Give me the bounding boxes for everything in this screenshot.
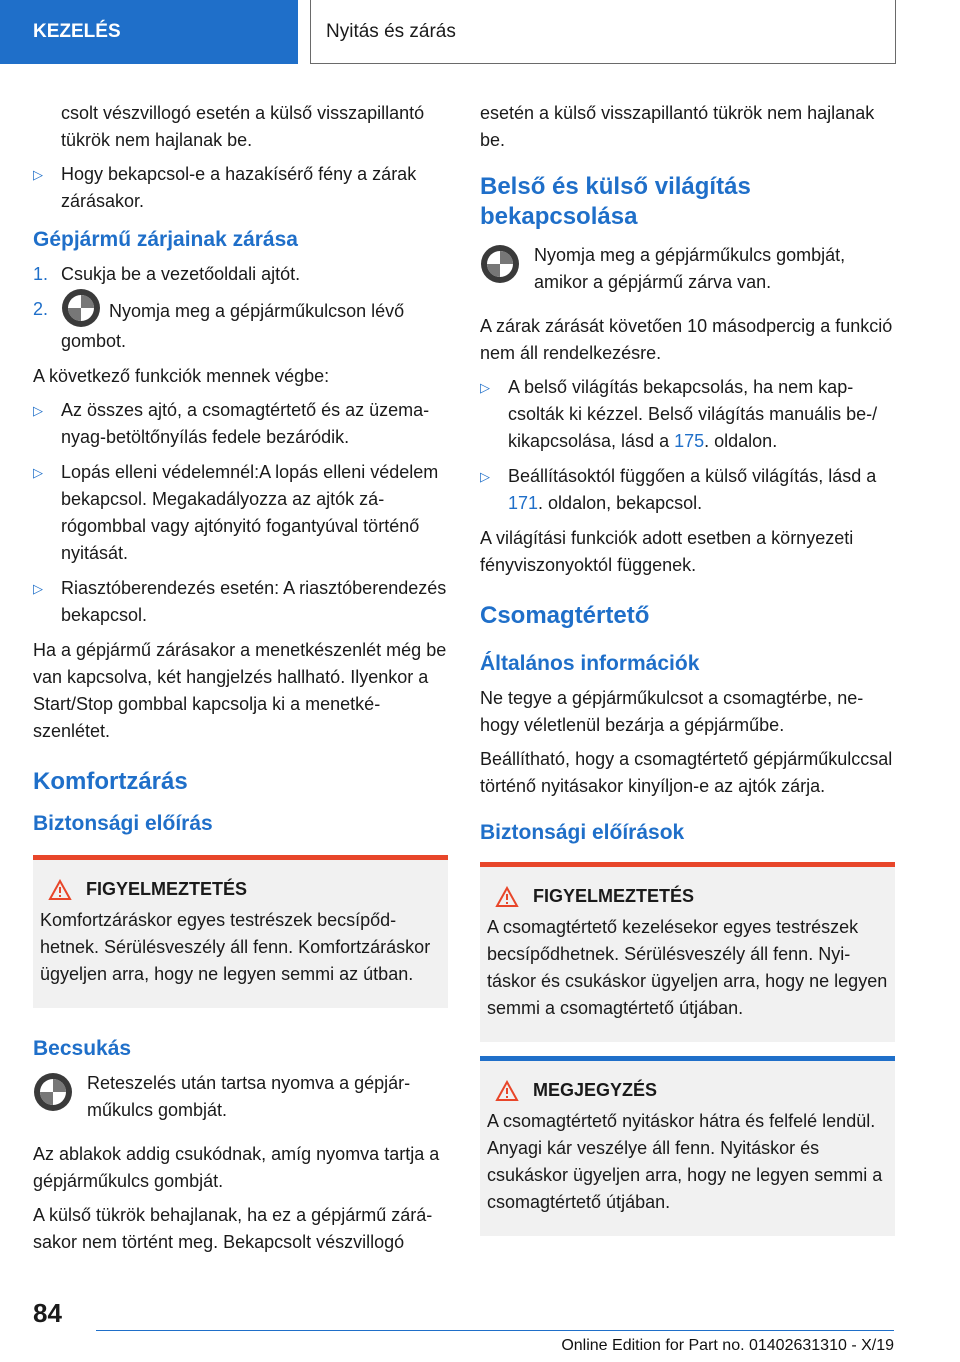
- list-item: ▷ Beállításoktól függően a külső világítás, lásd a 171. oldalon, bekapcsol.: [480, 463, 895, 517]
- mirrors-paragraph: A külső tükrök behajlanak, ha ez a gépjármű zárásakor nem történt meg. Bekapcsolt vészvillogó: [33, 1205, 433, 1252]
- left-column: [33, 100, 448, 1263]
- closing-instruction: Reteszelés után tartsa nyomva a gépjárműkulcs gombját.: [33, 1070, 448, 1131]
- warning-triangle-icon: [48, 879, 72, 901]
- warning-text: A csomagtértető kezelésekor egyes testrészek becsípődhetnek. Sérülésveszély áll fenn. Nyitáskor és csukáskor ügyeljen arra, hogy ne legyen semmi a csomagtértető útjában.: [487, 917, 888, 1018]
- list-item: ▷ Hogy bekapcsol-e a hazakísérő fény a zárak zárásakor.: [33, 161, 448, 215]
- environment-paragraph: A világítási funkciók adott esetben a környezeti fényviszonyoktól függenek.: [480, 528, 854, 575]
- heading-safety: Biztonsági előírások: [480, 821, 685, 844]
- list-item: ▷ Lopás elleni védelemnél:A lopás elleni védelem bekapcsol. Megakadályozza az ajtók zárógombbal vagy ajtónyitó fogantyúval történő nyitását.: [33, 459, 448, 567]
- bmw-key-logo-icon: [480, 244, 520, 284]
- note-text: A csomagtértető nyitáskor hátra és felfelé lendül. Anyagi kár veszélye áll fenn. Nyitáskor és csukáskor ügyeljen arra, hogy ne legyen semmi a csomagtértető útjában.: [487, 1111, 883, 1212]
- continued-paragraph: esetén a külső visszapillantó tükrök nem hajlanak be.: [480, 103, 875, 150]
- general-paragraph-1: Ne tegye a gépjárműkulcsot a csomagtérbe, nehogy véletlenül bezárja a gépjárműbe.: [480, 688, 864, 735]
- ready-paragraph: Ha a gépjármű zárásakor a menetkészenlét még be van kapcsolva, két hangjelzés hallható. Ilyenkor a Start/Stop gombbal kapcsolja ki a menetkészenlétet.: [33, 640, 447, 741]
- page-number: 84: [33, 1298, 62, 1328]
- warning-title: FIGYELMEZTETÉS: [533, 886, 695, 906]
- continued-paragraph: csolt vészvillogó esetén a külső visszapillantó tükrök nem hajlanak be.: [61, 103, 425, 150]
- triangle-right-icon: ▷: [33, 465, 43, 480]
- step-1: 1. Csukja be a vezetőoldali ajtót.: [33, 264, 301, 284]
- warning-title: FIGYELMEZTETÉS: [86, 879, 248, 899]
- list-item: ▷ Riasztóberendezés esetén: A riasztóberendezés bekapcsol.: [33, 575, 448, 629]
- warning-box: [480, 862, 895, 1042]
- bmw-key-logo-icon: [61, 288, 101, 328]
- warning-text: Komfortzáráskor egyes testrészek becsípődhetnek. Sérülésveszély áll fenn. Komfortzáráskor ügyeljen arra, hogy ne legyen semmi az útban.: [40, 910, 431, 984]
- chapter-title: Nyitás és zárás: [310, 0, 896, 64]
- heading-trunk: Csomagtértető: [480, 602, 650, 629]
- general-paragraph-2: Beállítható, hogy a csomagtértető gépjárműkulccsal történő nyitásakor kinyíljon-e az ajtók zárja.: [480, 749, 893, 796]
- lock-paragraph: A zárak zárását követően 10 másodpercig a funkció nem áll rendelkezésre.: [480, 316, 893, 363]
- warning-triangle-icon: [495, 886, 519, 908]
- heading-general: Általános információk: [480, 652, 700, 675]
- section-tab[interactable]: KEZELÉS: [0, 0, 298, 64]
- heading-comfort: Komfortzárás: [33, 768, 188, 795]
- bmw-key-logo-icon: [33, 1072, 73, 1112]
- right-column: [480, 100, 895, 1236]
- functions-intro: A következő funkciók mennek végbe:: [33, 366, 330, 386]
- heading-lighting: Belső és külső világítás bekapcsolása: [480, 173, 751, 230]
- triangle-right-icon: ▷: [480, 469, 490, 484]
- page-link-171[interactable]: 171: [508, 493, 539, 513]
- triangle-right-icon: ▷: [33, 403, 43, 418]
- page-link-175[interactable]: 175: [674, 431, 705, 451]
- list-item: ▷ Az összes ajtó, a csomagtértető és az üzemanyag-betöltőnyílás fedele bezáródik.: [33, 397, 448, 451]
- note-title: MEGJEGYZÉS: [533, 1080, 658, 1100]
- heading-locking: Gépjármű zárjainak zárása: [33, 228, 298, 251]
- warning-box: [33, 855, 448, 1008]
- footer-edition: Online Edition for Part no. 01402631310 - X/19: [96, 1330, 894, 1355]
- windows-paragraph: Az ablakok addig csukódnak, amíg nyomva tartja a gépjárműkulcs gombját.: [33, 1144, 440, 1191]
- heading-safety: Biztonsági előírás: [33, 812, 213, 835]
- triangle-right-icon: ▷: [33, 581, 43, 596]
- list-item: ▷ A belső világítás bekapcsolás, ha nem kapcsolták ki kézzel. Belső világítás manuális be-/ kikapcsolása, lásd a 175. oldalon.: [480, 374, 895, 455]
- note-box: [480, 1056, 895, 1236]
- lighting-instruction: Nyomja meg a gépjárműkulcs gombját, amikor a gépjármű zárva van.: [480, 242, 895, 303]
- triangle-right-icon: ▷: [33, 167, 43, 182]
- triangle-right-icon: ▷: [480, 380, 490, 395]
- step-2: 2. Nyomja meg a gépjárműkulcson lévő gombot.: [33, 296, 448, 355]
- heading-closing: Becsukás: [33, 1037, 132, 1060]
- warning-triangle-icon: [495, 1080, 519, 1102]
